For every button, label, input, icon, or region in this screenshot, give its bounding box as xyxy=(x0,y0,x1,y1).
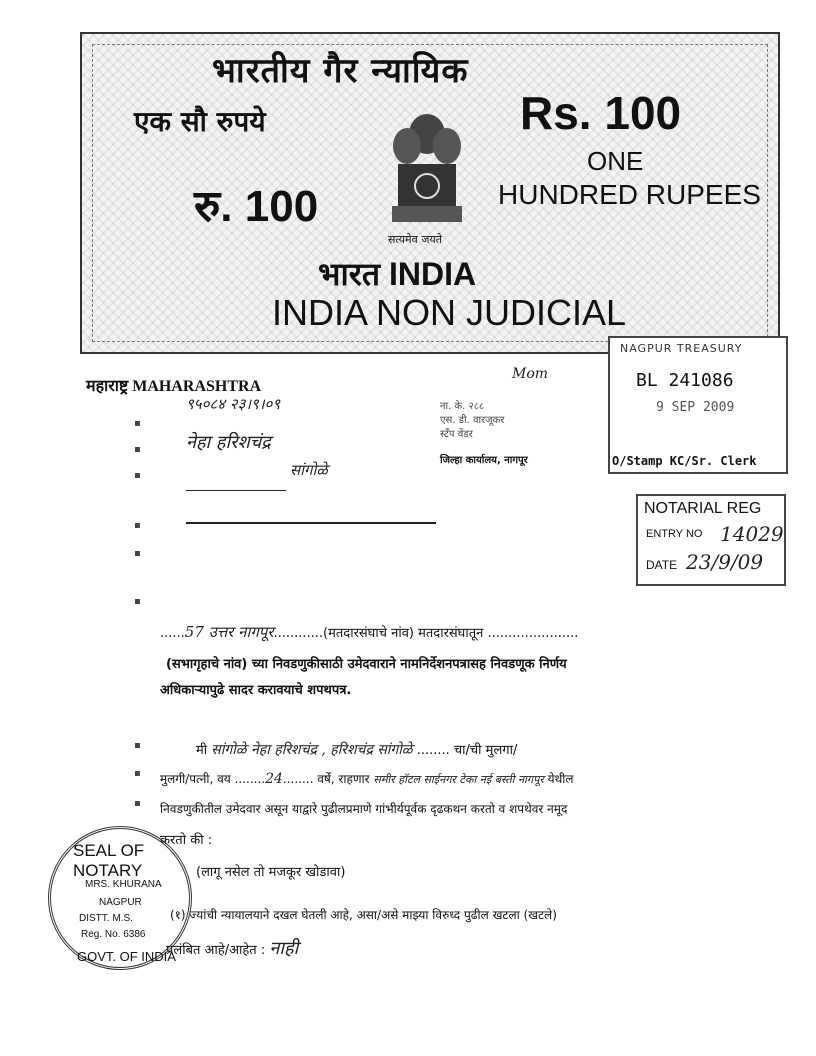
handwritten-line-3: सांगोळे xyxy=(290,461,328,479)
stamp-motto: सत्यमेव जयते xyxy=(388,233,443,246)
margin-mark: ▪ xyxy=(134,596,141,607)
notarial-entry-value: 14029 xyxy=(720,522,784,546)
ruled-line-short xyxy=(186,490,286,491)
body-line-1 xyxy=(160,622,800,642)
stamp-rupee-amount: रु. 100 xyxy=(194,182,319,231)
ashoka-emblem-icon xyxy=(382,106,472,231)
seal-bottom-text: GOVT. OF INDIA xyxy=(77,949,176,964)
margin-mark: ▪ xyxy=(134,740,141,751)
constituency-label: ............(मतदारसंघाचे नांव) मतदारसंघातून ...................... xyxy=(273,626,579,641)
ruled-line xyxy=(186,522,436,524)
treasury-stamp xyxy=(608,336,788,474)
name-handwritten: सांगोळे नेहा हरिशचंद्र , हरिशचंद्र सांगोळे xyxy=(211,742,413,758)
body-line-2: (सभागृहाचे नांव) च्या निवडणुकीसाठी उमेदवाराने नामनिर्देशनपत्रासह निवडणूक निर्णय xyxy=(166,657,567,672)
handwritten-line-1: ९५०८४ २३।९।०९ xyxy=(186,395,281,413)
pending-label: प्रलंबित आहे/आहेत : xyxy=(166,943,266,958)
seal-top-text: SEAL OF NOTARY xyxy=(73,841,145,880)
vendor-line-2: एस. डी. वारजूकर xyxy=(440,415,505,426)
body-line-7: करतो की : xyxy=(160,833,213,848)
body-line-4 xyxy=(196,740,806,759)
margin-mark: ▪ xyxy=(134,520,141,531)
relation-label: ........ चा/ची मुलगा/ xyxy=(416,743,518,758)
stamp-hindi-title: भारतीय गैर न्यायिक xyxy=(212,51,469,91)
seal-reg-number: Reg. No. 6386 xyxy=(81,929,146,940)
vendor-line-4: जिल्हा कार्यालय, नागपूर xyxy=(440,455,528,466)
constituency-handwritten: 57 उत्तर नागपूर xyxy=(184,623,274,641)
margin-mark: ▪ xyxy=(134,798,141,809)
stamp-rs-amount: Rs. 100 xyxy=(520,87,682,139)
notarial-reg-stamp xyxy=(636,494,786,586)
state-line: महाराष्ट्र MAHARASHTRA xyxy=(86,378,262,395)
margin-mark: ▪ xyxy=(134,418,141,429)
seal-name: MRS. KHURANA xyxy=(85,879,162,890)
body-line-6: निवडणुकीतील उमेदवार असून याद्वारे पुढीलप्रमाणे गांभीर्यपूर्वक दृढकथन करतो व शपथेवर नमूद xyxy=(160,802,568,816)
notary-seal xyxy=(48,826,192,970)
notarial-date-value: 23/9/09 xyxy=(686,550,764,574)
stamp-hindi-amount: एक सौ रुपये xyxy=(134,105,266,138)
treasury-date: 9 SEP 2009 xyxy=(656,400,735,415)
body-line-10 xyxy=(166,936,766,960)
dots: ...... xyxy=(160,626,185,641)
vendor-line-3: स्टँप वेंडर xyxy=(440,429,473,440)
me-label: मी xyxy=(196,743,208,758)
pending-answer-handwritten: नाही xyxy=(269,938,299,959)
notarial-entry-label: ENTRY NO xyxy=(646,528,703,540)
margin-mark: ▪ xyxy=(134,768,141,779)
margin-mark: ▪ xyxy=(134,470,141,481)
stamp-non-judicial: INDIA NON JUDICIAL xyxy=(272,292,627,333)
address-handwritten: समीर हॉटल साईनगर टेका नई बस्ती नागपूर xyxy=(373,773,544,786)
handwritten-line-2: नेहा हरिशचंद्र xyxy=(186,432,271,453)
stamp-hundred-rupees: HUNDRED RUPEES xyxy=(498,179,761,210)
stamp-one: ONE xyxy=(587,146,644,176)
seal-city: NAGPUR xyxy=(99,897,142,908)
treasury-header: NAGPUR TREASURY xyxy=(620,342,743,355)
residence-suffix: येथील xyxy=(547,772,574,786)
signature: Mom xyxy=(512,366,549,382)
stamp-paper xyxy=(80,32,780,354)
notarial-header: NOTARIAL REG xyxy=(644,500,762,517)
seal-district: DISTT. M.S. xyxy=(79,913,133,924)
treasury-serial: BL 241086 xyxy=(636,370,734,391)
margin-mark: ▪ xyxy=(134,548,141,559)
body-line-3: अधिकाऱ्यापुढे सादर करावयाचे शपथपत्र. xyxy=(160,683,352,698)
body-line-9: (१) ज्यांची न्यायालयाने दखल घेतली आहे, असा/असे माझ्या विरुध्द पुढील खटला (खटले) xyxy=(170,908,557,922)
vendor-line-1: ना. के. २८८ xyxy=(440,401,485,412)
treasury-clerk: O/Stamp KC/Sr. Clerk xyxy=(612,454,757,468)
stamp-india-line: भारत INDIA xyxy=(318,256,477,292)
body-line-8: (लागू नसेल तो मजकूर खोडावा) xyxy=(196,865,346,880)
age-handwritten: 24 xyxy=(265,771,283,787)
margin-mark: ▪ xyxy=(134,444,141,455)
age-label: मुलगी/पत्नी, वय ........ xyxy=(160,772,266,786)
residence-label: ........ वर्षे, राहणार xyxy=(282,772,370,786)
notarial-date-label: DATE xyxy=(646,558,678,572)
body-line-5 xyxy=(160,770,806,787)
